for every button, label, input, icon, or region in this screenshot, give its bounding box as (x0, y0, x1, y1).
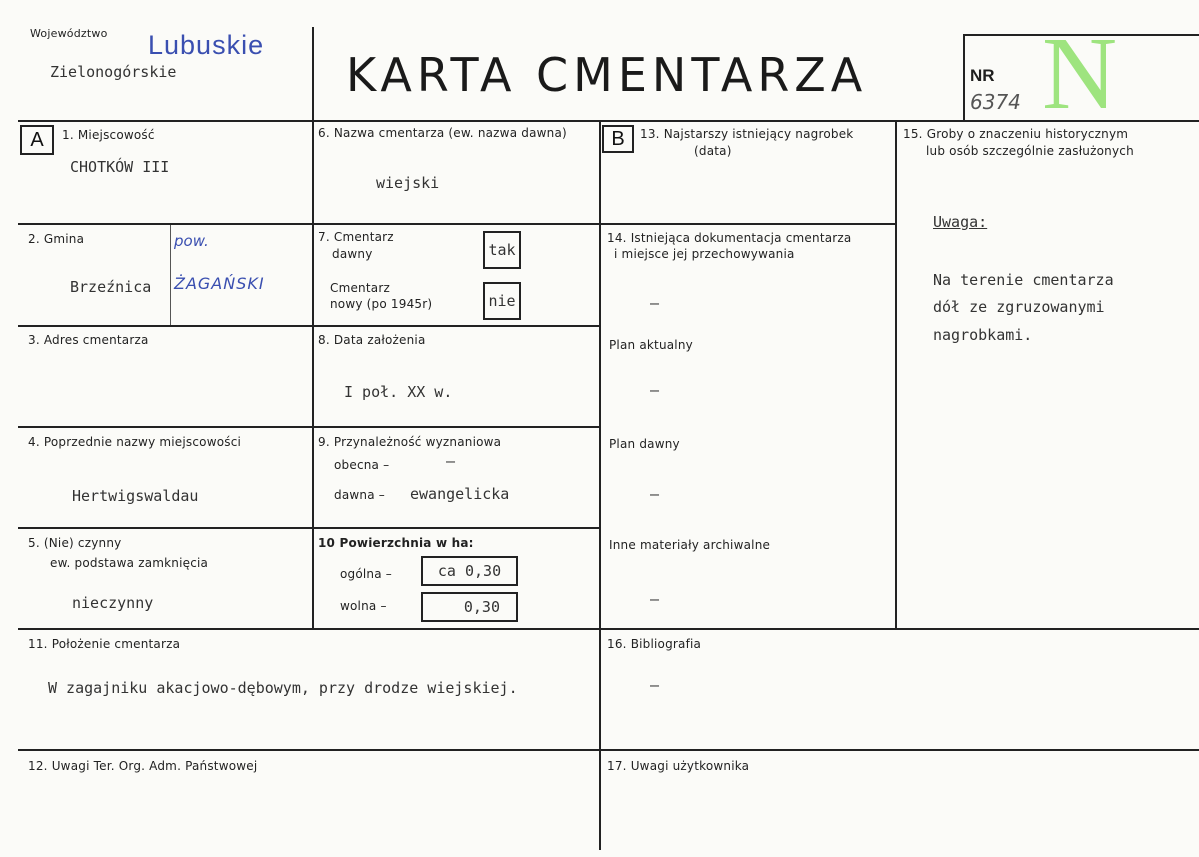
wolna-box: 0,30 (421, 592, 518, 622)
najstarszy-nagrobek-label: 13. Najstarszy istniejący nagrobek (640, 127, 854, 141)
divider (963, 34, 965, 122)
data-zalozenia-label: 8. Data założenia (318, 333, 426, 347)
divider (599, 120, 601, 850)
divider (18, 426, 600, 428)
dokumentacja-sublabel: i miejsce jej przechowywania (614, 247, 795, 261)
powierzchnia-label: 10 Powierzchnia w ha: (318, 536, 474, 550)
czynny-label: 5. (Nie) czynny (28, 536, 122, 550)
plan-dawny-label: Plan dawny (609, 437, 680, 451)
plan-aktualny-value: – (650, 381, 660, 399)
gmina-label: 2. Gmina (28, 232, 85, 246)
cmentarz-nowy-label: Cmentarz (330, 281, 390, 295)
ogolna-box: ca 0,30 (421, 556, 518, 586)
czynny-value: nieczynny (72, 594, 154, 612)
obecna-value: – (446, 452, 456, 470)
groby-sublabel: lub osób szczególnie zasłużonych (926, 144, 1134, 158)
inne-materialy-label: Inne materiały archiwalne (609, 538, 771, 552)
dokumentacja-label: 14. Istniejąca dokumentacja cmentarza (607, 231, 852, 245)
section-a-marker: A (20, 125, 54, 155)
cmentarz-nowy-sublabel: nowy (po 1945r) (330, 297, 433, 311)
dawny-box: tak (483, 231, 521, 269)
podstawa-zamkniecia-label: ew. podstawa zamknięcia (50, 556, 209, 570)
wolna-label: wolna – (340, 599, 387, 613)
gmina-value: Brzeźnica (70, 278, 152, 296)
powiat-value: ŻAGAŃSKI (174, 274, 265, 293)
dawna-value: ewangelicka (410, 485, 510, 503)
divider (18, 628, 1199, 630)
bibliografia-label: 16. Bibliografia (607, 637, 702, 651)
divider (18, 749, 1199, 751)
przynaleznosc-label: 9. Przynależność wyznaniowa (318, 435, 502, 449)
powiat-label: pow. (174, 232, 209, 250)
nr-label: NR (970, 66, 995, 85)
cmentarz-dawny-label: 7. Cmentarz (318, 230, 394, 244)
wojewodztwo-label: Województwo (30, 27, 108, 40)
polozenie-value: W zagajniku akacjowo-dębowym, przy drodze wiejskiej. (48, 679, 518, 697)
divider (18, 527, 600, 529)
nazwa-cmentarza-label: 6. Nazwa cmentarza (ew. nazwa dawna) (318, 126, 567, 140)
poprzednie-nazwy-label: 4. Poprzednie nazwy miejscowości (28, 435, 242, 449)
uwaga-heading: Uwaga: (933, 213, 988, 231)
plan-dawny-value: – (650, 485, 660, 503)
wojewodztwo-stamp: Lubuskie (148, 30, 265, 60)
uwagi-ter-label: 12. Uwagi Ter. Org. Adm. Państwowej (28, 759, 258, 773)
miejscowosc-label: 1. Miejscowość (62, 128, 155, 142)
uwaga-note-line-1: Na terenie cmentarza (933, 271, 1114, 289)
divider (18, 325, 600, 327)
uwaga-note-line-2: dół ze zgruzowanymi (933, 298, 1105, 316)
highlight-mark: N (1042, 16, 1118, 131)
najstarszy-nagrobek-sublabel: (data) (694, 144, 732, 158)
groby-label: 15. Groby o znaczeniu historycznym (903, 127, 1129, 141)
bibliografia-value: – (650, 676, 660, 694)
divider (895, 120, 897, 630)
page-title: KARTA CMENTARZA (346, 48, 868, 102)
nr-value: 6374 (970, 90, 1021, 114)
polozenie-label: 11. Położenie cmentarza (28, 637, 181, 651)
uwaga-note-line-3: nagrobkami. (933, 326, 1033, 344)
inne-materialy-value: – (650, 590, 660, 608)
miejscowosc-value: CHOTKÓW III (70, 158, 170, 176)
ogolna-label: ogólna – (340, 567, 393, 581)
nowy-box: nie (483, 282, 521, 320)
poprzednie-nazwy-value: Hertwigswaldau (72, 487, 199, 505)
obecna-label: obecna – (334, 458, 390, 472)
dawna-label: dawna – (334, 488, 385, 502)
divider (18, 223, 897, 225)
data-zalozenia-value: I poł. XX w. (344, 383, 453, 401)
nazwa-cmentarza-value: wiejski (376, 174, 440, 192)
wojewodztwo-value: Zielonogórskie (50, 63, 177, 81)
cmentarz-dawny-sublabel: dawny (332, 247, 373, 261)
divider (312, 27, 314, 629)
divider (18, 120, 1199, 122)
section-b-marker: B (602, 125, 634, 153)
divider (170, 225, 171, 325)
plan-aktualny-label: Plan aktualny (609, 338, 693, 352)
uwagi-uzytkownika-label: 17. Uwagi użytkownika (607, 759, 750, 773)
dokumentacja-value: – (650, 294, 660, 312)
adres-label: 3. Adres cmentarza (28, 333, 149, 347)
